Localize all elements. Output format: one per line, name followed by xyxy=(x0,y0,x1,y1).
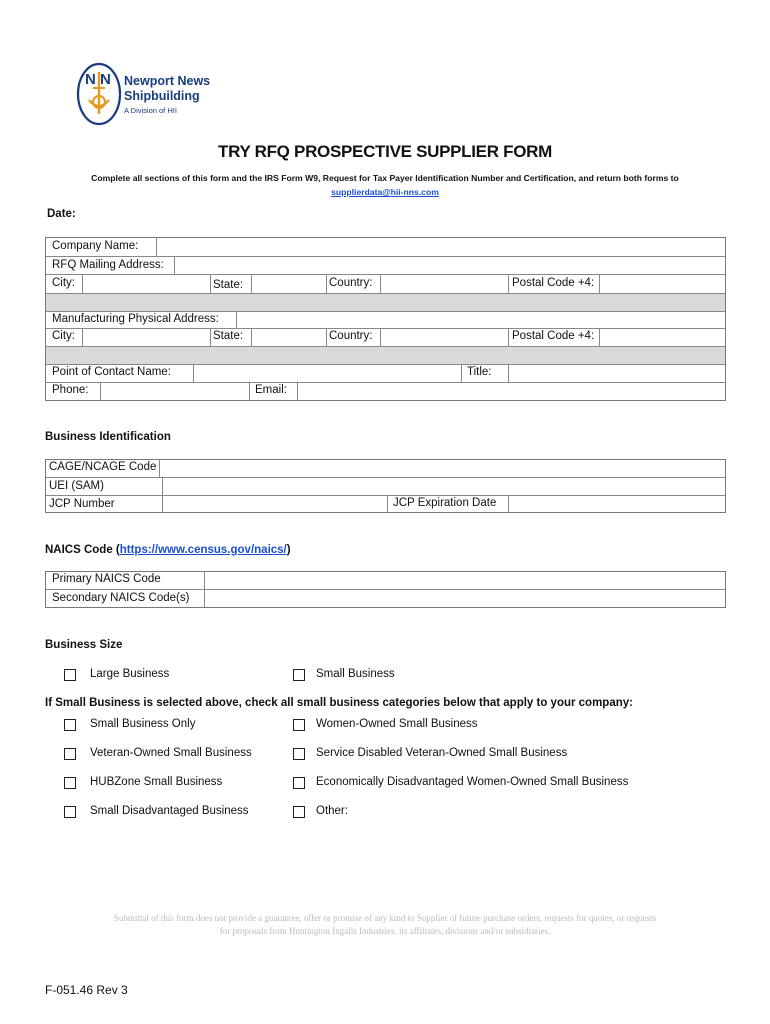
primary-naics-field[interactable] xyxy=(205,572,725,589)
postal-code-label-2: Postal Code +4: xyxy=(512,330,595,342)
rfq-mailing-address-label: RFQ Mailing Address: xyxy=(52,259,164,271)
postal-code-field[interactable] xyxy=(599,275,726,293)
business-size-heading: Business Size xyxy=(45,639,123,651)
cage-field[interactable] xyxy=(160,460,725,477)
city-field-2[interactable] xyxy=(82,329,211,346)
service-disabled-veteran-label: Service Disabled Veteran-Owned Small Business xyxy=(316,747,568,759)
women-owned-checkbox[interactable] xyxy=(293,719,305,731)
phone-label: Phone: xyxy=(52,384,89,396)
logo-line-1: Newport News xyxy=(124,74,211,88)
veteran-owned-label: Veteran-Owned Small Business xyxy=(90,747,252,759)
naics-census-link[interactable]: https://www.census.gov/naics/ xyxy=(119,544,287,556)
logo-line-3: A Division of HII xyxy=(124,106,177,115)
women-owned-label: Women-Owned Small Business xyxy=(316,718,478,730)
date-label: Date: xyxy=(47,208,76,220)
separator-row xyxy=(46,347,725,364)
secondary-naics-label: Secondary NAICS Code(s) xyxy=(52,592,190,604)
city-label: City: xyxy=(52,277,75,289)
econ-disadvantaged-women-checkbox[interactable] xyxy=(293,777,305,789)
small-business-checkbox[interactable] xyxy=(293,669,305,681)
company-name-field[interactable] xyxy=(156,238,726,256)
city-field[interactable] xyxy=(82,275,211,293)
large-business-label: Large Business xyxy=(90,668,170,680)
naics-heading xyxy=(45,544,291,556)
business-identification-heading: Business Identification xyxy=(45,431,171,443)
rfq-mailing-address-field[interactable] xyxy=(174,257,726,274)
company-logo xyxy=(76,62,246,128)
uei-field[interactable] xyxy=(163,478,725,495)
country-field-2[interactable] xyxy=(380,329,509,346)
large-business-checkbox[interactable] xyxy=(64,669,76,681)
manufacturing-address-field[interactable] xyxy=(236,312,726,328)
veteran-owned-checkbox[interactable] xyxy=(64,748,76,760)
title-label: Title: xyxy=(467,366,492,378)
disclaimer-line-2: for proposals from Huntington Ingalls Industries, its affiliates, divisions and/or subsidiaries. xyxy=(219,925,551,936)
small-business-label: Small Business xyxy=(316,668,395,680)
instructions-text: Complete all sections of this form and the IRS Form W9, Request for Tax Payer Identification Number and Certification, and return both forms to xyxy=(91,173,679,183)
svg-text:N: N xyxy=(85,71,96,88)
title-field[interactable] xyxy=(508,365,726,382)
form-number: F-051.46 Rev 3 xyxy=(45,983,128,997)
country-field[interactable] xyxy=(380,275,509,293)
logo-line-2: Shipbuilding xyxy=(124,89,200,103)
jcp-expiration-field[interactable] xyxy=(508,496,726,512)
company-name-label: Company Name: xyxy=(52,240,139,252)
state-field-2[interactable] xyxy=(251,329,327,346)
business-identification-table xyxy=(45,459,726,513)
service-disabled-veteran-checkbox[interactable] xyxy=(293,748,305,760)
manufacturing-address-label: Manufacturing Physical Address: xyxy=(52,313,219,325)
poc-name-field[interactable] xyxy=(193,365,462,382)
separator-row xyxy=(46,294,725,311)
form-title: TRY RFQ PROSPECTIVE SUPPLIER FORM xyxy=(218,142,552,161)
jcp-expiration-label: JCP Expiration Date xyxy=(393,497,497,509)
state-label-2: State: xyxy=(213,330,244,342)
country-label: Country: xyxy=(329,277,373,289)
country-label-2: Country: xyxy=(329,330,373,342)
state-field[interactable] xyxy=(251,275,327,293)
email-field[interactable] xyxy=(297,383,726,400)
disclaimer xyxy=(55,912,715,937)
small-business-only-label: Small Business Only xyxy=(90,718,196,730)
company-info-table xyxy=(45,237,726,401)
hubzone-checkbox[interactable] xyxy=(64,777,76,789)
postal-code-label: Postal Code +4: xyxy=(512,277,595,289)
svg-text:N: N xyxy=(100,71,111,88)
phone-field[interactable] xyxy=(100,383,250,400)
jcp-number-field[interactable] xyxy=(163,496,387,512)
uei-label: UEI (SAM) xyxy=(49,480,104,492)
cage-label: CAGE/NCAGE Code xyxy=(49,461,157,473)
nns-emblem-icon xyxy=(76,62,122,126)
submission-email-link[interactable]: supplierdata@hii-nns.com xyxy=(331,187,439,197)
city-label-2: City: xyxy=(52,330,75,342)
naics-heading-suffix: ) xyxy=(286,544,291,556)
email-label: Email: xyxy=(255,384,287,396)
poc-name-label: Point of Contact Name: xyxy=(52,366,171,378)
naics-table xyxy=(45,571,726,608)
econ-disadvantaged-women-label: Economically Disadvantaged Women-Owned Small Business xyxy=(316,776,629,788)
disclaimer-line-1: Submittal of this form does not provide a guarantee, offer or promise of any kind to Supplier of future purchase orders, requests for quotes, or requests xyxy=(113,913,657,923)
small-disadvantaged-checkbox[interactable] xyxy=(64,806,76,818)
primary-naics-label: Primary NAICS Code xyxy=(52,573,161,585)
other-checkbox[interactable] xyxy=(293,806,305,818)
postal-code-field-2[interactable] xyxy=(599,329,726,346)
hubzone-label: HUBZone Small Business xyxy=(90,776,223,788)
naics-heading-prefix: NAICS Code ( xyxy=(45,544,120,556)
other-label: Other: xyxy=(316,805,348,817)
instructions xyxy=(60,171,710,199)
small-business-categories-heading: If Small Business is selected above, check all small business categories below that apply to your company: xyxy=(45,697,633,709)
secondary-naics-field[interactable] xyxy=(205,590,725,607)
small-business-only-checkbox[interactable] xyxy=(64,719,76,731)
state-label: State: xyxy=(213,279,244,291)
small-disadvantaged-label: Small Disadvantaged Business xyxy=(90,805,249,817)
jcp-number-label: JCP Number xyxy=(49,498,115,510)
